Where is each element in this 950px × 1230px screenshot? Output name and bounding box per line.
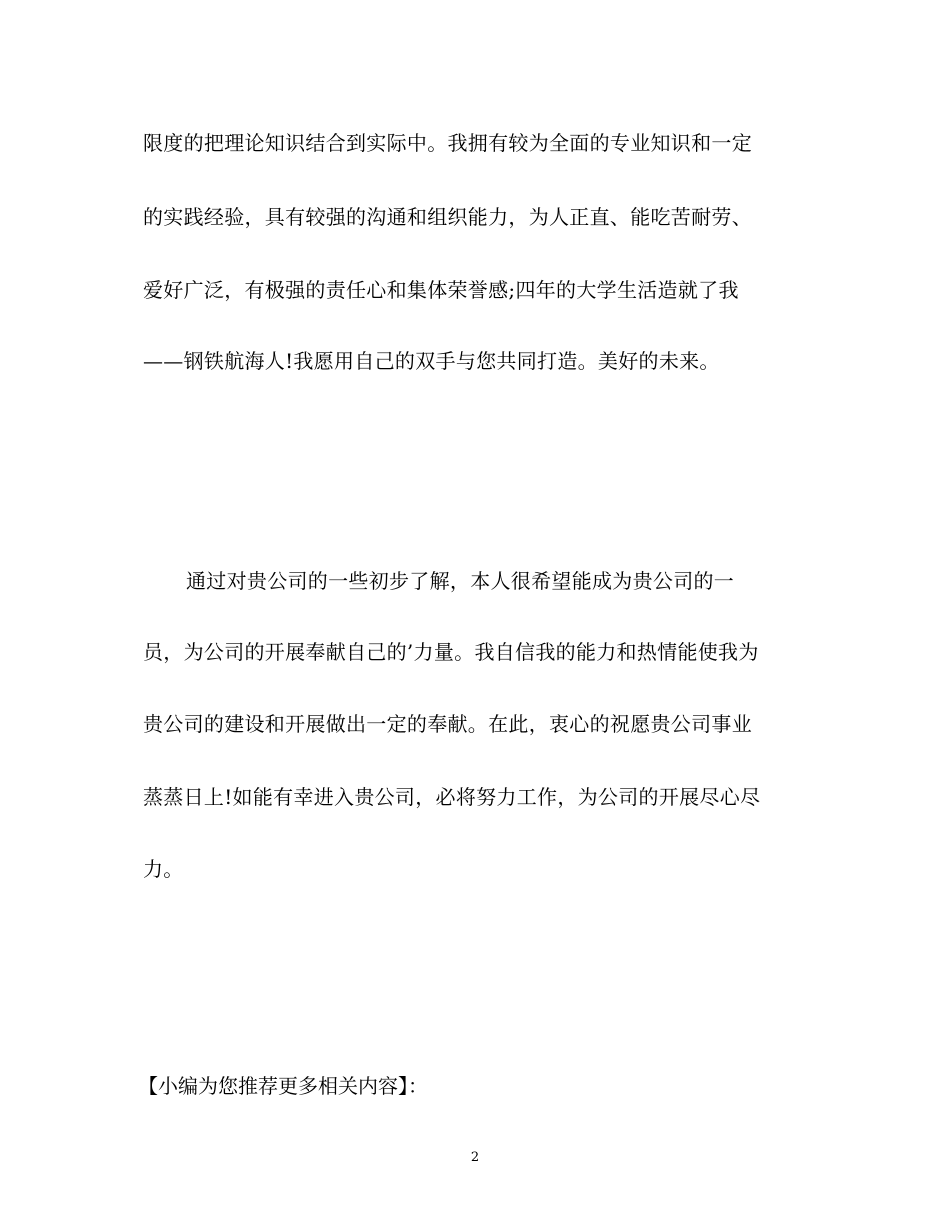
- page-number: 2: [470, 1150, 480, 1165]
- paragraph-1-line-2: 的实践经验，具有较强的沟通和组织能力，为人正直、能吃苦耐劳、: [143, 205, 752, 229]
- paragraph-2-line-4: 蒸蒸日上!如能有幸进入贵公司，必将努力工作，为公司的开展尽心尽: [143, 785, 761, 809]
- paragraph-1-line-4: ——钢铁航海人!我愿用自己的双手与您共同打造。美好的未来。: [143, 349, 720, 373]
- recommendation-heading: 【小编为您推荐更多相关内容】：: [138, 1074, 428, 1098]
- paragraph-1-line-3: 爱好广泛，有极强的责任心和集体荣誉感;四年的大学生活造就了我: [143, 278, 739, 302]
- paragraph-2-line-3: 贵公司的建设和开展做出一定的奉献。在此，衷心的祝愿贵公司事业: [143, 712, 752, 736]
- paragraph-2-line-5: 力。: [143, 857, 184, 881]
- paragraph-2-line-1: 通过对贵公司的一些初步了解，本人很希望能成为贵公司的一: [186, 569, 735, 593]
- paragraph-1-line-1: 限度的把理论知识结合到实际中。我拥有较为全面的专业知识和一定: [143, 131, 752, 155]
- paragraph-2-line-2: 员，为公司的开展奉献自己的’力量。我自信我的能力和热情能使我为: [143, 640, 759, 664]
